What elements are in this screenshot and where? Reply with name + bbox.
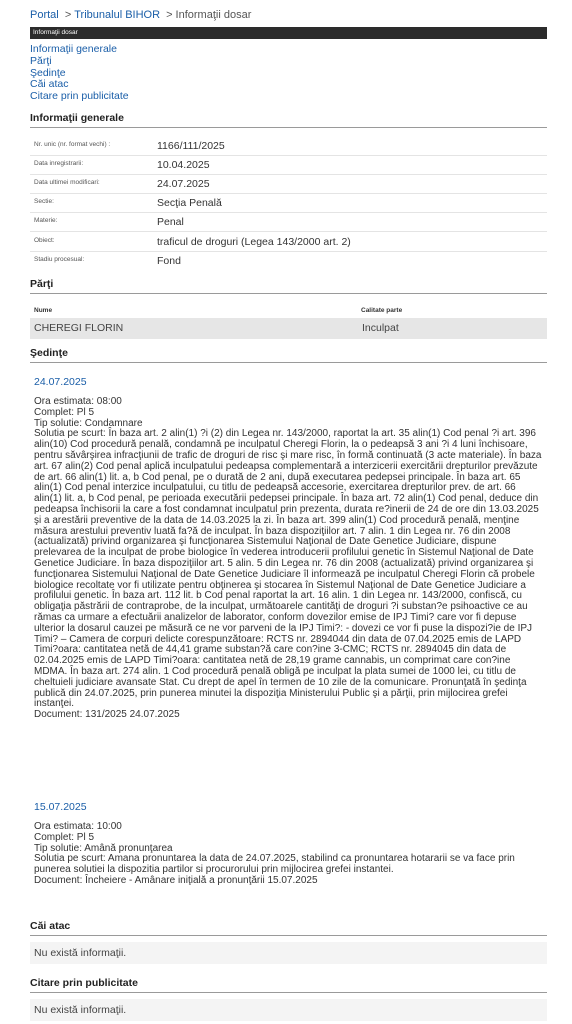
hearing-details [34,397,544,721]
parti-col-name: Nume [34,307,53,314]
info-label: Sectie: [34,198,54,205]
hearing-time: Ora estimata: 08:00 [34,396,122,407]
info-row [30,158,547,178]
empty-state-row [30,942,547,964]
breadcrumb-current: Informaţii dosar [175,9,252,21]
section-nav [30,44,129,103]
info-value: Penal [157,216,184,228]
hearing-solution-summary: Solutia pe scurt: Amana pronuntarea la data de 24.07.2025, stabilind ca pronuntarea hotararii se va face prin punerea solutiei la dispozitia partilor si procurorului prin mijlocirea grefei instantei. [34,853,515,876]
row-divider [30,174,547,175]
info-row [30,254,547,274]
section-divider [30,935,547,936]
breadcrumb [30,9,251,22]
info-row [30,235,547,255]
row-divider [30,155,547,156]
breadcrumb-court-link[interactable]: Tribunalul BIHOR [74,9,161,21]
info-row [30,215,547,235]
nav-citare[interactable]: Citare prin publicitate [30,90,129,103]
info-value: 1166/111/2025 [157,140,225,152]
section-title-citare: Citare prin publicitate [30,977,138,989]
section-divider [30,127,547,128]
empty-state-row [30,999,547,1021]
table-row [30,318,547,339]
party-role: Inculpat [362,322,399,334]
row-divider [30,212,547,213]
breadcrumb-separator: > [166,9,173,21]
hearing-document: Document: Încheiere - Amânare iniţială a pronunţării 15.07.2025 [34,874,318,886]
row-divider [30,231,547,232]
row-divider [30,193,547,194]
info-row [30,196,547,216]
info-label: Data inregistrarii: [34,160,84,167]
hearing-date: 15.07.2025 [34,801,87,813]
section-divider [30,992,547,993]
section-title-parti: Părţi [30,278,54,290]
section-divider [30,362,547,363]
row-divider [30,251,547,252]
nav-cai-atac[interactable]: Căi atac [30,78,69,91]
info-label: Nr. unic (nr. format vechi) : [34,141,111,148]
hearing-solution-summary: Solutia pe scurt: În baza art. 2 alin(1) ?i (2) din Legea nr. 143/2000, raportat la art. 35 alin(1) Cod penal ?i art. 396 alin(10) Cod procedură penală, condamnă pe inculpatul Cheregi Florin, la o pedeapsă 3 ani ?i 4 luni închisoare, pentru săvârşirea infracţiunii de trafic de droguri de risc şi mare risc, în formă continuată (3 acte materiale). În baza art. 67 alin(2) Cod penal aplică inculpatului pedeapsa complementară a interzicerii exercitării drepturilor prevăzute de art. 66 alin(1) lit. a, b Cod penal, pe o durată de 2 ani, după executarea pedepsei principale. În baza art. 65 alin(1) Cod penal interzice inculpatului, cu titlu de pedeapsă accesorie, exercitarea drepturilor prev. de art. 66 alin(1) lit. a, b Cod penal, pe perioada executării pedepsei principale. În baza art. 72 alin(1) Cod penal, deduce din pedeapsa închisorii la care a fost condamnat inculpatul prin prezenta, durata re?inerii de 24 de ore din 13.03.2025 şi a arestării preventive de la data de 14.03.2025 la zi. În baza art. 399 alin(1) Cod procedură penală, menţine măsura arestului preventiv luată fa?ă de inculpat. În baza dispoziţiilor art. 7 alin. 1 din Legea nr. 76 din 2008 (actualizată) privind organizarea şi funcţionarea Sistemului Naţional de Date Genetice Judiciare, dispune prelevarea de la inculpat de probe biologice în vederea introducerii profilului genetic în Sistemul Naţional de Date Genetice Judiciare. În baza dispoziţiilor art. 5 alin. 5 din Legea nr. 76 din 2008 (actualizată) privind organizarea şi funcţionarea Sistemului Naţional de Date Genetice Judiciare îl informează pe inculpatul Cheregi Florin că probele biologice recoltate vor fi utilizate pentru obţinerea şi stocarea în Sistemul Naţional de Date Genetice Judiciare a profilului genetic. În baza art. 112 lit. b Cod penal raportat la art. 16 alin. 1 din Legea nr. 143/2000, confiscă, cu obligaţia păstrării de contraprobe, de la inculpat, următoarele cantităţi de droguri ?i substan?e psihoactive ce au rămas ca urmare a efectuării analizelor de laborator, conform dovezilor emise de IPJ Timi? care vor fi depuse ulterior la dosarul cauzei pe măsură ce ne vor parveni de la IPJ Timi?: - dovezi ce vor fi puse la dispozi?ie de IPJ Timi? – Camera de corpuri delicte corespunzătoare: RCTS nr. 2894044 din data de 07.04.2025 emis de LAPD Timi?oara: cantitatea netă de 44,41 grame substan?ă care con?ine 3-CMC; RCTS nr. 2894045 din data de 02.04.2025 emis de LAPD Timi?oara: cantitatea netă de 28,19 grame cannabis, un comprimat care con?ine MDMA. În baza art. 274 alin. 1 Cod procedură penală obligă pe inculpat la plata sumei de 1000 lei, cu titlu de cheltuieli judiciare avansate Stat. Cu drept de apel în termen de 10 zile de la comunicare. Pronunţată în şedinţa publică din 24.07.2025, prin punerea minutei la dispoziţia Ministerului Public şi a părţii, prin mijlocirea grefei instanţei. [34,428,542,710]
breadcrumb-portal-link[interactable]: Portal [30,9,59,21]
header-bar: Informaţii dosar [30,27,547,39]
hearing-panel: Complet: Pl 5 [34,831,95,843]
hearing-details [34,822,544,887]
section-title-general: Informaţii generale [30,112,124,124]
hearing-panel: Complet: Pl 5 [34,406,95,418]
breadcrumb-separator: > [64,9,72,21]
info-value: traficul de droguri (Legea 143/2000 art. 2) [157,236,351,248]
hearing-time: Ora estimata: 10:00 [34,821,122,832]
nav-informatii-generale[interactable]: Informaţii generale [30,43,117,55]
info-label: Data ultimei modificari: [34,179,100,186]
info-value: 24.07.2025 [157,178,210,190]
nav-parti[interactable]: Părţi [30,54,52,67]
hearing-date: 24.07.2025 [34,376,87,388]
nav-sedinte[interactable]: Şedinţe [30,66,66,79]
hearing-document: Document: 131/2025 24.07.2025 [34,709,180,721]
hearing-solution-type: Tip solutie: Condamnare [34,417,143,429]
section-divider [30,293,547,294]
party-name: CHEREGI FLORIN [34,322,124,334]
section-title-cai-atac: Căi atac [30,920,71,932]
info-row [30,139,547,159]
hearing-entry [34,376,544,721]
info-label: Stadiu procesual: [34,256,85,263]
hearing-solution-type: Tip solutie: Amână pronunţarea [34,842,173,854]
empty-state-text: Nu există informaţii. [34,947,127,959]
empty-state-text: Nu există informaţii. [34,1004,127,1016]
info-row [30,177,547,197]
section-title-sedinte: Şedinţe [30,347,68,359]
info-value: 10.04.2025 [157,159,210,171]
hearing-entry [34,801,544,887]
info-label: Materie: [34,217,58,224]
info-value: Fond [157,255,181,267]
info-label: Obiect: [34,237,55,244]
parti-col-role: Calitate parte [361,307,403,314]
info-value: Secţia Penală [157,197,222,209]
